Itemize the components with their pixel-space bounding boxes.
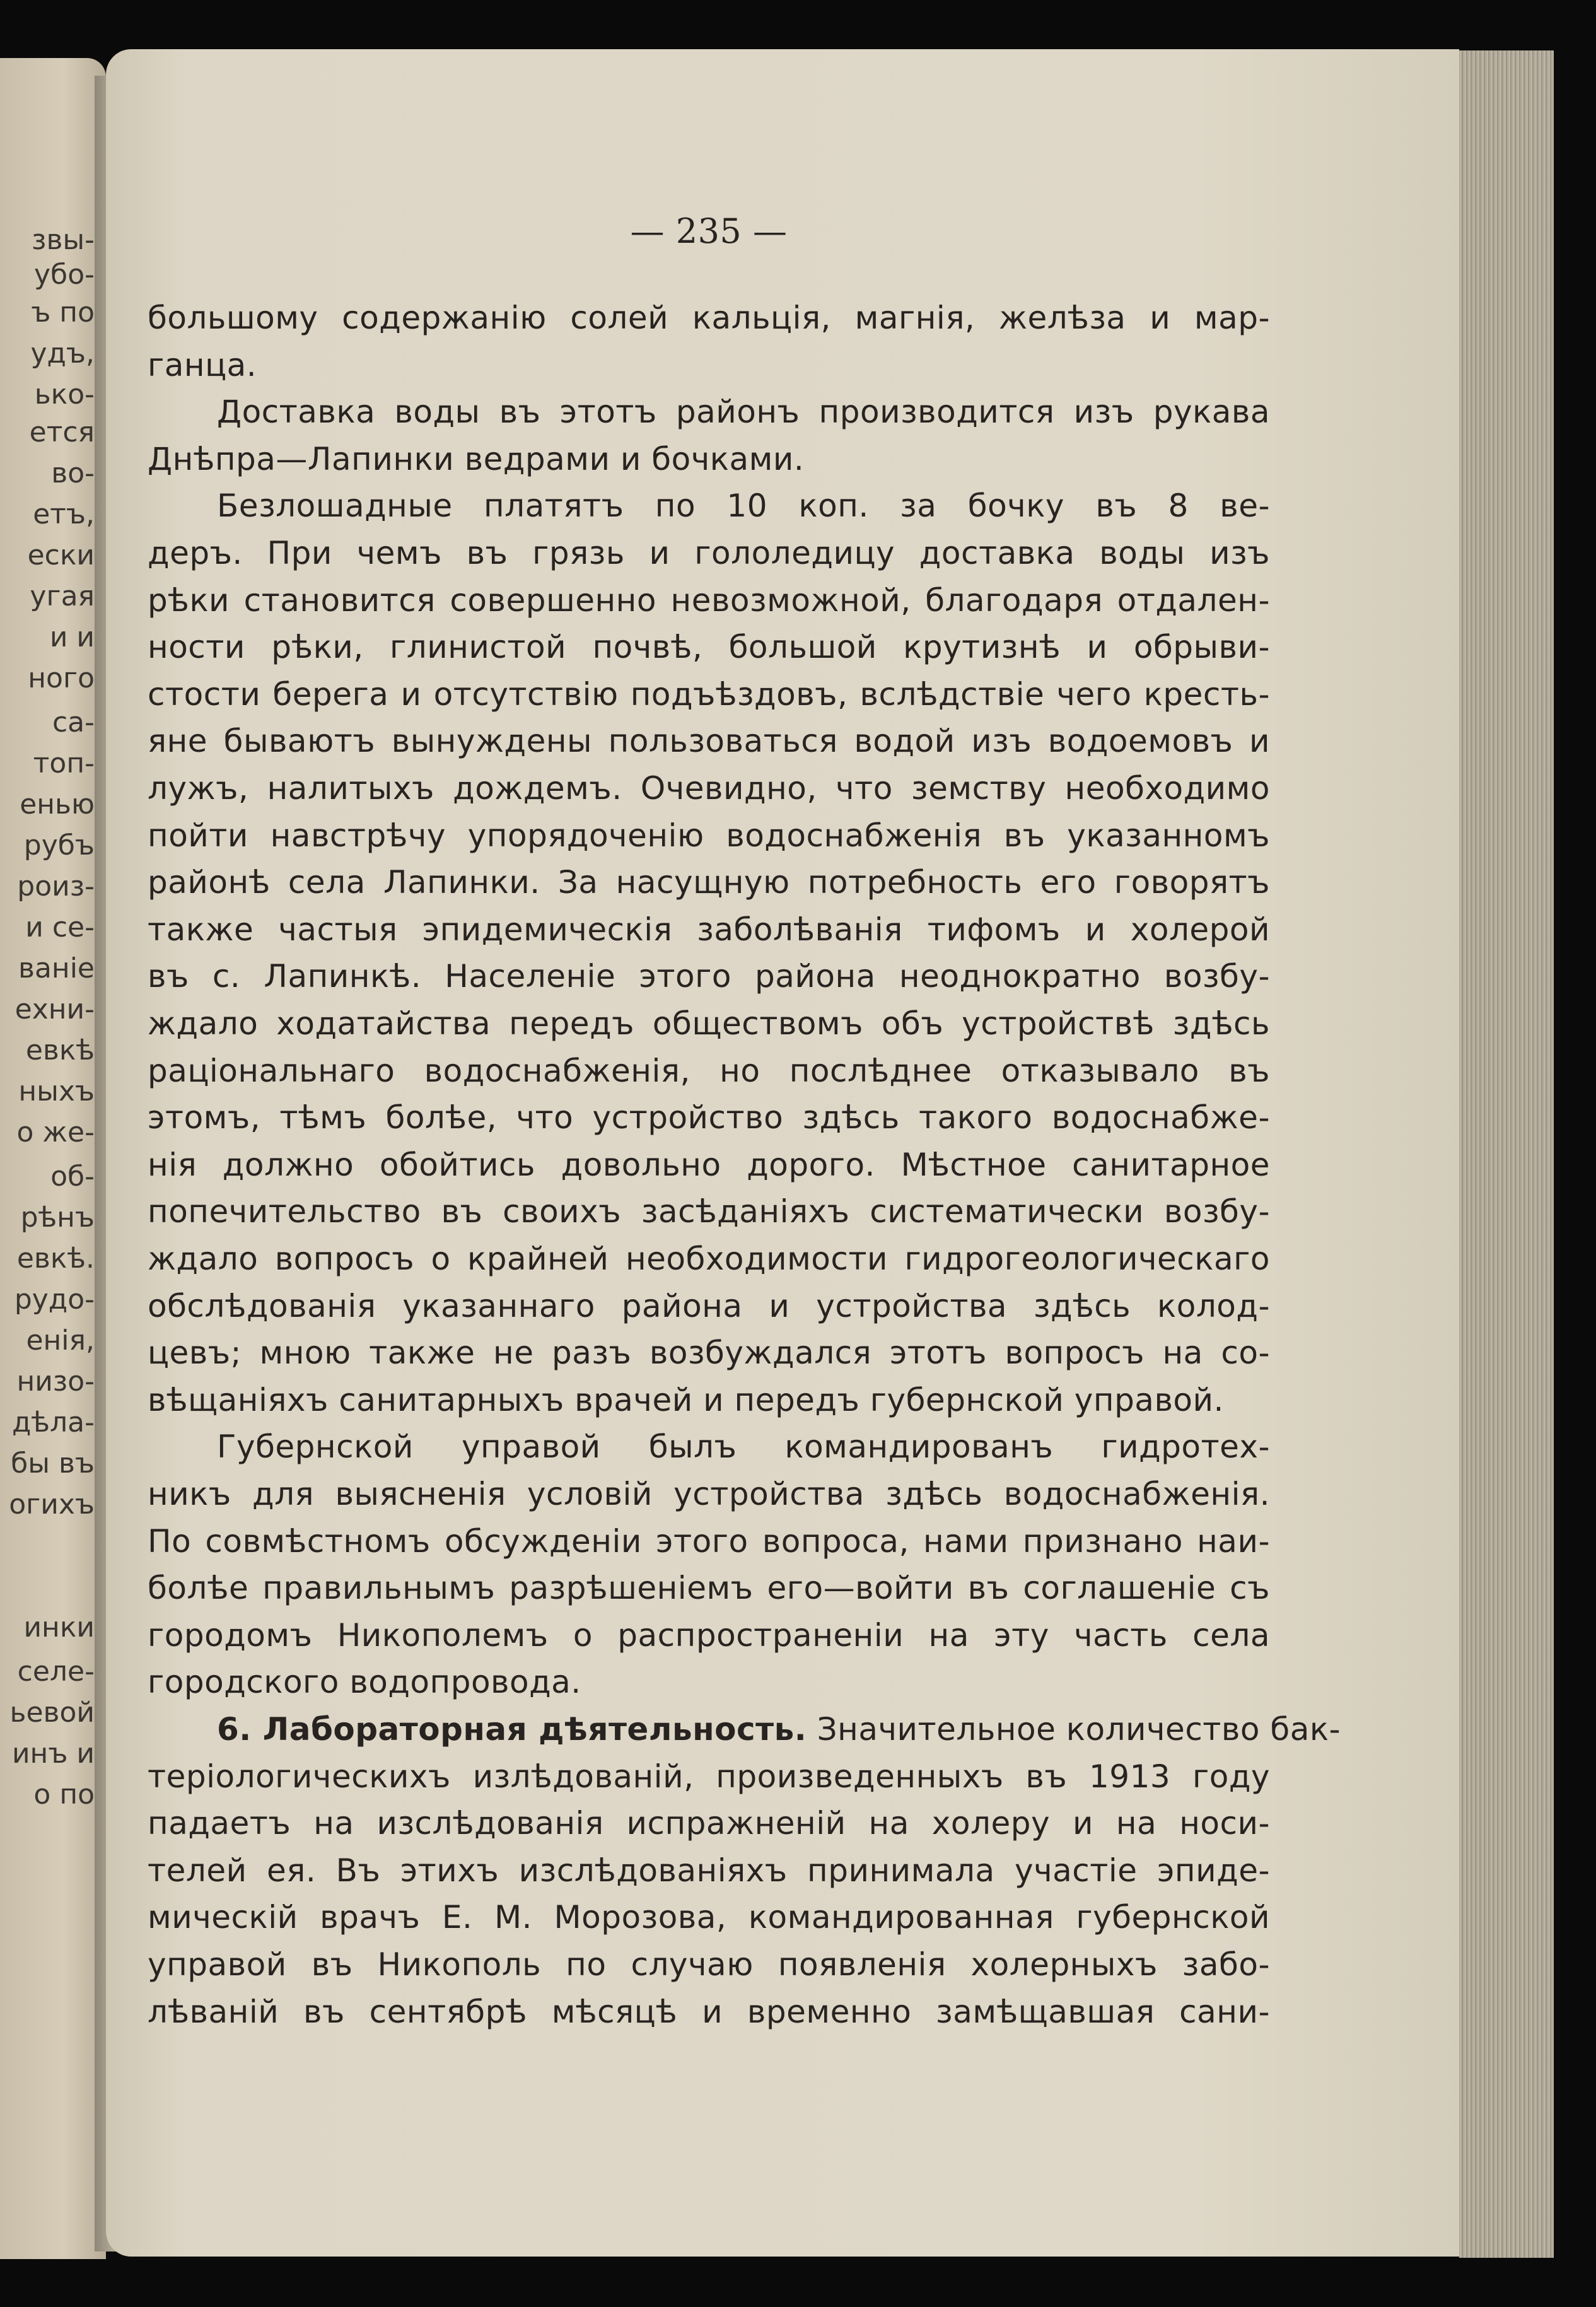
text-line: [148, 535, 1270, 571]
text-line: [148, 1805, 1270, 1842]
left-page-fragment: низо-: [16, 1365, 95, 1398]
text-line: [148, 770, 1270, 807]
line-text: деръ. При чемъ въ грязь и гололедицу доставка воды изъ: [148, 535, 1270, 571]
line-text: лужъ, налитыхъ дождемъ. Очевидно, что земству необходимо: [148, 770, 1270, 807]
text-line: [217, 1428, 1270, 1465]
left-page-fragment: енью: [20, 788, 95, 821]
text-line: [148, 1382, 1270, 1418]
line-text: лѣваній въ сентябрѣ мѣсяцѣ и временно замѣщавшая сани-: [148, 1993, 1270, 2030]
left-page-fragment: са-: [52, 706, 95, 739]
left-page-fragment: ваніе: [18, 952, 95, 984]
text-line: [148, 1099, 1270, 1136]
text-line: [148, 1664, 1270, 1700]
line-text: управой въ Никополь по случаю появленія холерныхъ забо-: [148, 1946, 1270, 1983]
left-page-fragment: рѣнъ: [20, 1201, 95, 1234]
left-page-fragment: ется: [29, 416, 95, 448]
left-page-fragment: во-: [51, 457, 95, 489]
page-edges: [1459, 50, 1554, 2258]
text-line: [148, 1005, 1270, 1042]
line-text: пойти навстрѣчу упорядоченію водоснабженія въ указанномъ: [148, 817, 1270, 854]
line-text: попечительство въ своихъ засѣданіяхъ систематически возбу-: [148, 1193, 1270, 1230]
text-line: [148, 347, 1270, 383]
text-line: [148, 817, 1270, 854]
text-line: [148, 1899, 1270, 1936]
line-text: мическій врачъ Е. М. Морозова, командированная губернской: [148, 1899, 1270, 1936]
left-page-fragment: ески: [27, 539, 95, 571]
left-page-fragment: ько-: [34, 378, 95, 411]
text-line: [148, 1994, 1270, 2030]
text-line: [148, 1523, 1270, 1560]
left-page-fragment: о по: [33, 1778, 95, 1811]
text-line: [148, 1193, 1270, 1230]
text-line: [148, 582, 1270, 619]
line-text: раціональнаго водоснабженія, но послѣднее отказывало въ: [148, 1052, 1270, 1089]
left-page-fragment: ехни-: [15, 993, 95, 1025]
line-text: нія должно обойтись довольно дорого. Мѣстное санитарное: [148, 1146, 1270, 1183]
left-page-edge: [0, 58, 106, 2259]
line-text: яне бываютъ вынуждены пользоваться водой изъ водоемовъ и: [148, 723, 1270, 760]
text-line: [148, 1852, 1270, 1889]
left-page-fragment: евкѣ: [25, 1034, 95, 1066]
line-text: Значительное количество бак-: [807, 1711, 1341, 1748]
left-page-fragment: енія,: [26, 1324, 95, 1357]
text-line: [148, 1147, 1270, 1183]
text-line: [148, 1241, 1270, 1277]
left-page-fragment: угая: [30, 580, 95, 612]
text-line: [148, 441, 1270, 477]
text-line: [148, 1053, 1270, 1089]
line-text: вѣщаніяхъ санитарныхъ врачей и передъ губернской управой.: [148, 1381, 1224, 1418]
text-line: [217, 1711, 1341, 1748]
left-page-fragment: ьевой: [9, 1697, 95, 1729]
line-text: ждало ходатайства передъ обществомъ объ устройствѣ здѣсь: [148, 1005, 1270, 1042]
left-page-fragment: о же-: [16, 1116, 95, 1148]
left-page-fragment: и се-: [25, 911, 95, 943]
line-text: рѣки становится совершенно невозможной, благодаря отдален-: [148, 581, 1270, 619]
line-text: Безлошадные платятъ по 10 коп. за бочку въ 8 ве-: [217, 488, 1270, 525]
line-text: районѣ села Лапинки. За насущную потребность его говорятъ: [148, 864, 1270, 901]
left-page-fragment: евкѣ.: [16, 1242, 95, 1275]
left-page-fragment: рубъ: [23, 829, 95, 861]
left-page-fragment: инъ и: [11, 1738, 95, 1770]
left-page-fragment: убо-: [34, 259, 95, 291]
text-line: [148, 300, 1270, 336]
left-page-fragment: ныхъ: [18, 1075, 95, 1107]
text-line: [148, 1476, 1270, 1512]
line-text: Доставка воды въ этотъ районъ производится изъ рукава: [217, 394, 1270, 431]
text-line: [148, 958, 1270, 995]
left-page-fragment: етъ,: [33, 498, 95, 530]
text-line: [148, 864, 1270, 901]
text-line: [148, 911, 1270, 948]
line-text: этомъ, тѣмъ болѣе, что устройство здѣсь такого водоснабже-: [148, 1099, 1270, 1136]
text-line: [148, 1288, 1270, 1324]
text-line: [217, 488, 1270, 524]
line-text: обслѣдованія указаннаго района и устройства здѣсь колод-: [148, 1287, 1270, 1324]
left-page-fragment: об-: [50, 1160, 95, 1193]
line-text: большому содержанію солей кальція, магнія, желѣза и мар-: [148, 300, 1270, 336]
line-text: также частыя эпидемическія заболѣванія тифомъ и холерой: [148, 911, 1270, 948]
line-text: городского водопровода.: [148, 1664, 581, 1701]
line-text: теріологическихъ излѣдованій, произведенныхъ въ 1913 году: [148, 1758, 1270, 1795]
line-text: стости берега и отсутствію подъѣздовъ, вслѣдствіе чего кресть-: [148, 675, 1270, 713]
section-heading: 6. Лабораторная дѣятельность.: [217, 1711, 807, 1748]
line-text: телей ея. Въ этихъ изслѣдованіяхъ принимала участіе эпиде-: [148, 1852, 1270, 1889]
line-text: цевъ; мною также не разъ возбуждался этотъ вопросъ на со-: [148, 1335, 1270, 1372]
line-text: въ с. Лапинкѣ. Населеніе этого района неоднократно возбу-: [148, 958, 1270, 995]
left-page-fragment: роиз-: [17, 870, 95, 902]
line-text: ждало вопросъ о крайней необходимости гидрогеологическаго: [148, 1241, 1270, 1277]
line-text: По совмѣстномъ обсужденіи этого вопроса, нами признано наи-: [148, 1522, 1270, 1560]
line-text: Губернской управой былъ командированъ гидротех-: [217, 1428, 1270, 1466]
text-line: [148, 1570, 1270, 1606]
text-line: [148, 1335, 1270, 1371]
line-text: падаетъ на изслѣдованія испражненій на холеру и на носи-: [148, 1805, 1270, 1842]
left-page-fragment: и и: [49, 621, 95, 653]
text-line: [148, 1617, 1270, 1654]
text-line: [148, 1758, 1270, 1795]
left-page-fragment: селе-: [17, 1656, 95, 1688]
left-page-fragment: топ-: [33, 747, 95, 780]
left-page-fragment: удъ,: [30, 337, 95, 370]
line-text: болѣе правильнымъ разрѣшеніемъ его—войти въ соглашеніе съ: [148, 1570, 1270, 1607]
text-line: [217, 394, 1270, 430]
text-line: [148, 1946, 1270, 1983]
line-text: городомъ Никополемъ о распространеніи на эту часть села: [148, 1616, 1270, 1654]
page-number: — 235 —: [630, 211, 788, 251]
left-page-fragment: огихъ: [9, 1488, 95, 1521]
text-line: [148, 676, 1270, 713]
left-page-fragment: звы-: [32, 224, 95, 256]
left-page-fragment: инки: [23, 1611, 95, 1644]
left-page-fragment: ъ по: [31, 296, 95, 329]
line-text: Днѣпра—Лапинки ведрами и бочками.: [148, 440, 805, 477]
line-text: ности рѣки, глинистой почвѣ, большой крутизнѣ и обрыви-: [148, 629, 1270, 666]
line-text: ганца.: [148, 346, 257, 383]
text-line: [148, 723, 1270, 759]
line-text: никъ для выясненія условій устройства здѣсь водоснабженія.: [148, 1476, 1270, 1512]
left-page-fragment: рудо-: [14, 1283, 95, 1316]
left-page-fragment: ного: [28, 662, 95, 694]
text-line: [148, 629, 1270, 665]
left-page-fragment: бы въ: [11, 1447, 95, 1480]
left-page-fragment: дѣла-: [12, 1406, 95, 1439]
